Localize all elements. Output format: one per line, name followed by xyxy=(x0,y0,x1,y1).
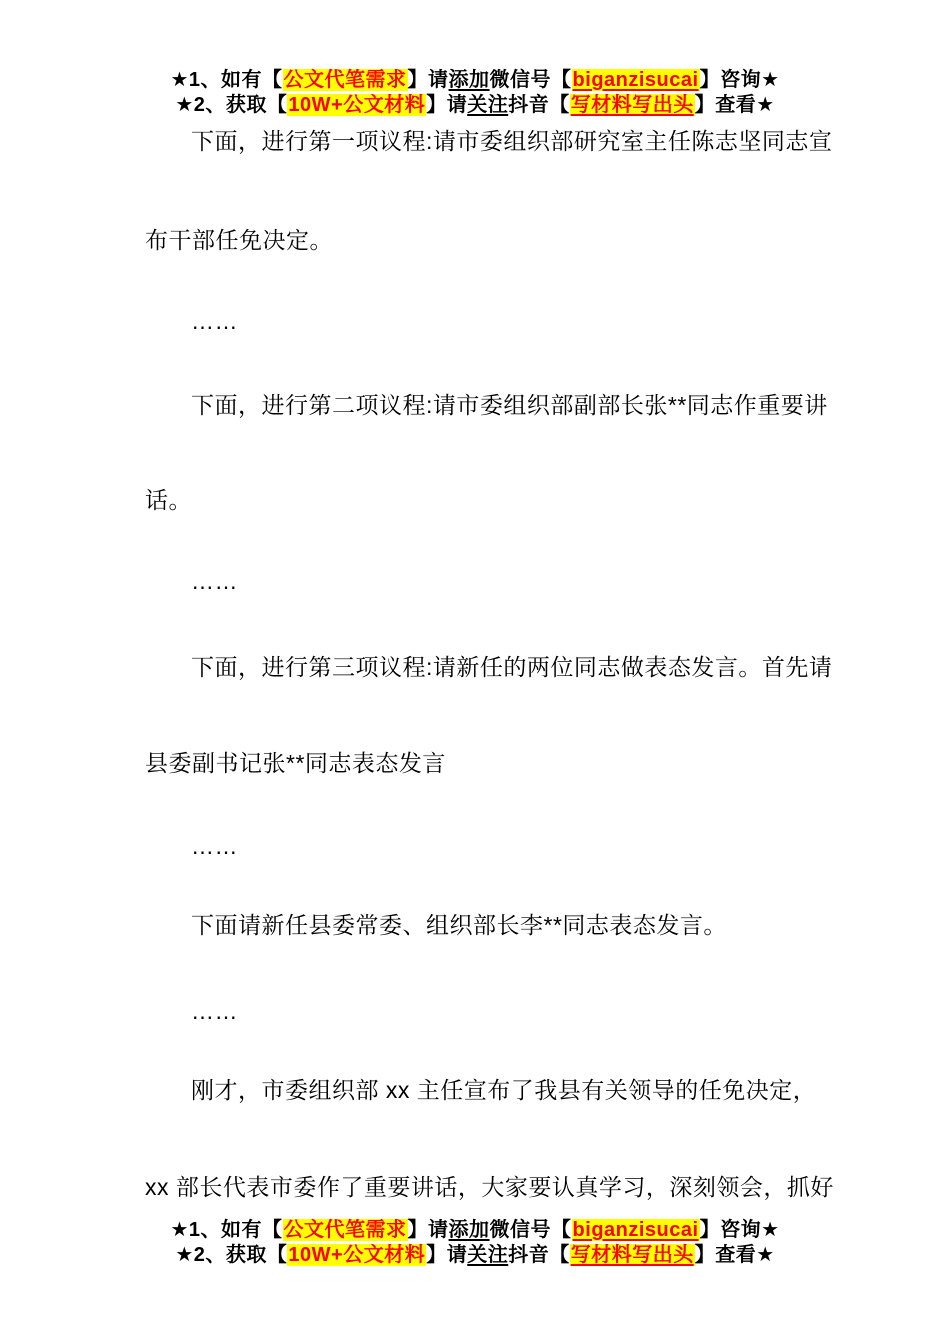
promo-line1-mid1: 】请 xyxy=(407,69,449,91)
promo-line1-underline-add: 添加 xyxy=(448,1219,490,1241)
promo-header xyxy=(0,68,950,118)
promo-line2-prefix: ★2、获取【 xyxy=(175,94,288,116)
promo-line1-underline-add: 添加 xyxy=(448,69,490,91)
promo-line1-highlight-service: 公文代笔需求 xyxy=(283,1219,407,1241)
body-line-speech-li: 下面请新任县委常委、组织部长李**同志表态发言。 xyxy=(191,912,727,938)
promo-line1-mid2: 微信号【 xyxy=(489,69,572,91)
promo-line2-highlight-materials: 10W+公文材料 xyxy=(288,1244,426,1266)
body-line-ellipsis-4: …… xyxy=(191,998,238,1024)
promo-line2-mid2: 抖音【 xyxy=(508,1244,570,1266)
promo-line1-suffix: 】咨询★ xyxy=(699,1219,780,1241)
promo-line2-mid1: 】请 xyxy=(426,1244,468,1266)
promo-footer-line-1 xyxy=(0,1218,950,1243)
promo-line2-highlight-materials: 10W+公文材料 xyxy=(288,94,426,116)
promo-line2-suffix: 】查看★ xyxy=(694,94,775,116)
promo-line1-prefix: ★1、如有【 xyxy=(170,1219,283,1241)
promo-footer xyxy=(0,1218,950,1268)
body-line-summary: 刚才，市委组织部 xx 主任宣布了我县有关领导的任免决定， xyxy=(191,1077,817,1103)
promo-line2-underline-follow: 关注 xyxy=(467,1244,509,1266)
promo-line1-suffix: 】咨询★ xyxy=(699,69,780,91)
body-line-agenda-3-cont: 县委副书记张**同志表态发言 xyxy=(145,750,446,776)
promo-line1-prefix: ★1、如有【 xyxy=(170,69,283,91)
promo-footer-line-2 xyxy=(0,1243,950,1268)
body-line-ellipsis-3: …… xyxy=(191,833,238,859)
promo-line2-mid1: 】请 xyxy=(426,94,468,116)
promo-line1-wechat-id: biganzisucai xyxy=(572,69,699,91)
promo-header-line-2 xyxy=(0,93,950,118)
promo-line1-wechat-id: biganzisucai xyxy=(572,1219,699,1241)
body-line-agenda-1: 下面，进行第一项议程:请市委组织部研究室主任陈志坚同志宣 xyxy=(191,128,833,154)
body-line-ellipsis-1: …… xyxy=(191,308,238,334)
body-line-agenda-3: 下面，进行第三项议程:请新任的两位同志做表态发言。首先请 xyxy=(191,654,833,680)
body-line-summary-cont: xx 部长代表市委作了重要讲话，大家要认真学习，深刻领会，抓好 xyxy=(145,1174,834,1200)
body-line-agenda-1-cont: 布干部任免决定。 xyxy=(145,227,333,253)
promo-line1-highlight-service: 公文代笔需求 xyxy=(283,69,407,91)
body-line-agenda-2: 下面，进行第二项议程:请市委组织部副部长张**同志作重要讲 xyxy=(191,392,828,418)
promo-line2-douyin-id: 写材料写出头 xyxy=(570,94,694,116)
body-line-ellipsis-2: …… xyxy=(191,568,238,594)
promo-line2-underline-follow: 关注 xyxy=(467,94,509,116)
promo-line2-suffix: 】查看★ xyxy=(694,1244,775,1266)
promo-line1-mid2: 微信号【 xyxy=(489,1219,572,1241)
promo-header-line-1 xyxy=(0,68,950,93)
body-line-agenda-2-cont: 话。 xyxy=(145,487,192,513)
promo-line2-douyin-id: 写材料写出头 xyxy=(570,1244,694,1266)
promo-line2-prefix: ★2、获取【 xyxy=(175,1244,288,1266)
promo-line1-mid1: 】请 xyxy=(407,1219,449,1241)
promo-line2-mid2: 抖音【 xyxy=(508,94,570,116)
